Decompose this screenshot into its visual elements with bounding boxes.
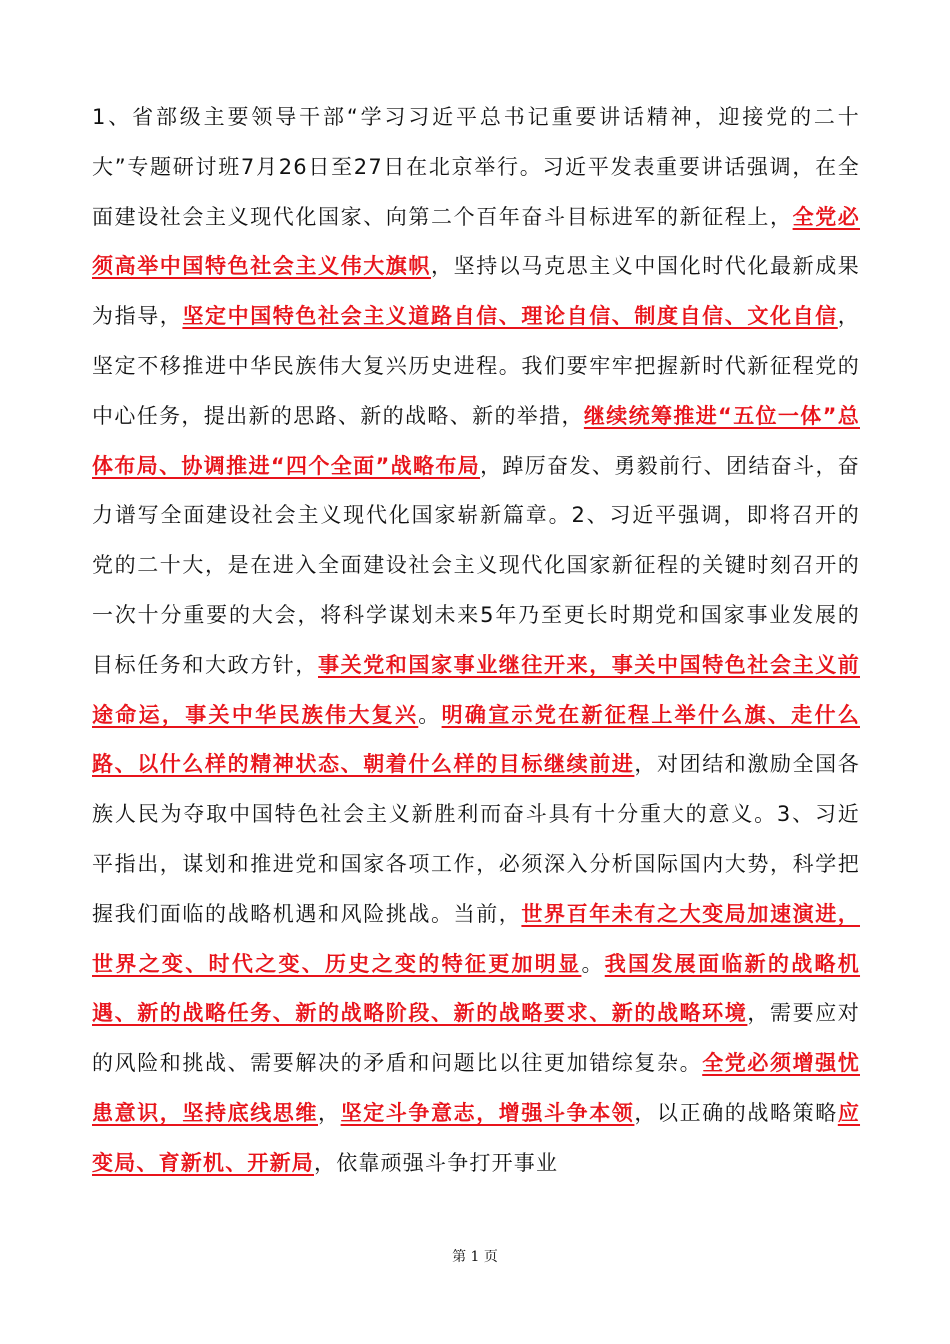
text-segment: 1、省部级主要领导干部“学习习近平总书记重要讲话精神，迎接党的二十大”专题研讨班7月26日至27日在北京举行。习近平发表重要讲话强调，在全面建设社会主义现代化国家、向第二个百年奋斗目标进军的新征程上， <box>92 105 860 229</box>
highlighted-phrase: 全党必须增强忧患意识，坚持底线思维 <box>92 1051 860 1125</box>
highlighted-phrase: 继续统筹推进“五位一体”总体布局、协调推进“四个全面”战略布局 <box>92 403 860 478</box>
text-segment: ， <box>318 1100 341 1125</box>
highlighted-phrase: 全党必须高举中国特色社会主义伟大旗帜 <box>92 204 860 279</box>
text-segment: 。 <box>581 951 605 976</box>
highlighted-phrase: 坚定中国特色社会主义道路自信、理论自信、制度自信、文化自信 <box>182 304 838 329</box>
highlighted-phrase: 明确宣示党在新征程上举什么旗、走什么路、以什么样的精神状态、朝着什么样的目标继续前进 <box>92 702 860 777</box>
body-paragraph <box>92 93 860 1189</box>
text-segment: ，踔厉奋发、勇毅前行、团结奋斗，奋力谱写全面建设社会主义现代化国家崭新篇章。2、习近平强调，即将召开的党的二十大，是在进入全面建设社会主义现代化国家新征程的关键时刻召开的一次十分重要的大会，将科学谋划未来5年乃至更长时期党和国家事业发展的目标任务和大政方针， <box>92 453 860 677</box>
highlighted-phrase: 事关党和国家事业继往开来，事关中国特色社会主义前途命运，事关中华民族伟大复兴 <box>92 652 860 727</box>
page-number-footer: 第 1 页 <box>452 1249 498 1265</box>
text-segment: ，需要应对的风险和挑战、需要解决的矛盾和问题比以往更加错综复杂。 <box>92 1001 860 1076</box>
highlighted-phrase: 应变局、育新机、开新局 <box>92 1100 861 1175</box>
text-segment: 。 <box>418 702 442 727</box>
text-segment: ，坚定不移推进中华民族伟大复兴历史进程。我们要牢牢把握新时代新征程党的中心任务，提出新的思路、新的战略、新的举措， <box>92 304 860 428</box>
text-segment: ，对团结和激励全国各族人民为夺取中国特色社会主义新胜利而奋斗具有十分重大的意义。3、习近平指出，谋划和推进党和国家各项工作，必须深入分析国际国内大势，科学把握我们面临的战略机遇和风险挑战。当前， <box>92 752 860 926</box>
highlighted-phrase: 坚定斗争意志，增强斗争本领 <box>340 1100 635 1125</box>
text-segment: ，以正确的战略策略 <box>634 1100 838 1125</box>
highlighted-phrase: 世界百年未有之大变局加速演进，世界之变、时代之变、历史之变的特征更加明显 <box>92 901 860 976</box>
text-segment: ，坚持以马克思主义中国化时代化最新成果为指导， <box>92 254 860 329</box>
highlighted-phrase: 我国发展面临新的战略机遇、新的战略任务、新的战略阶段、新的战略要求、新的战略环境 <box>92 951 861 1026</box>
text-segment: ，依靠顽强斗争打开事业 <box>314 1150 559 1175</box>
